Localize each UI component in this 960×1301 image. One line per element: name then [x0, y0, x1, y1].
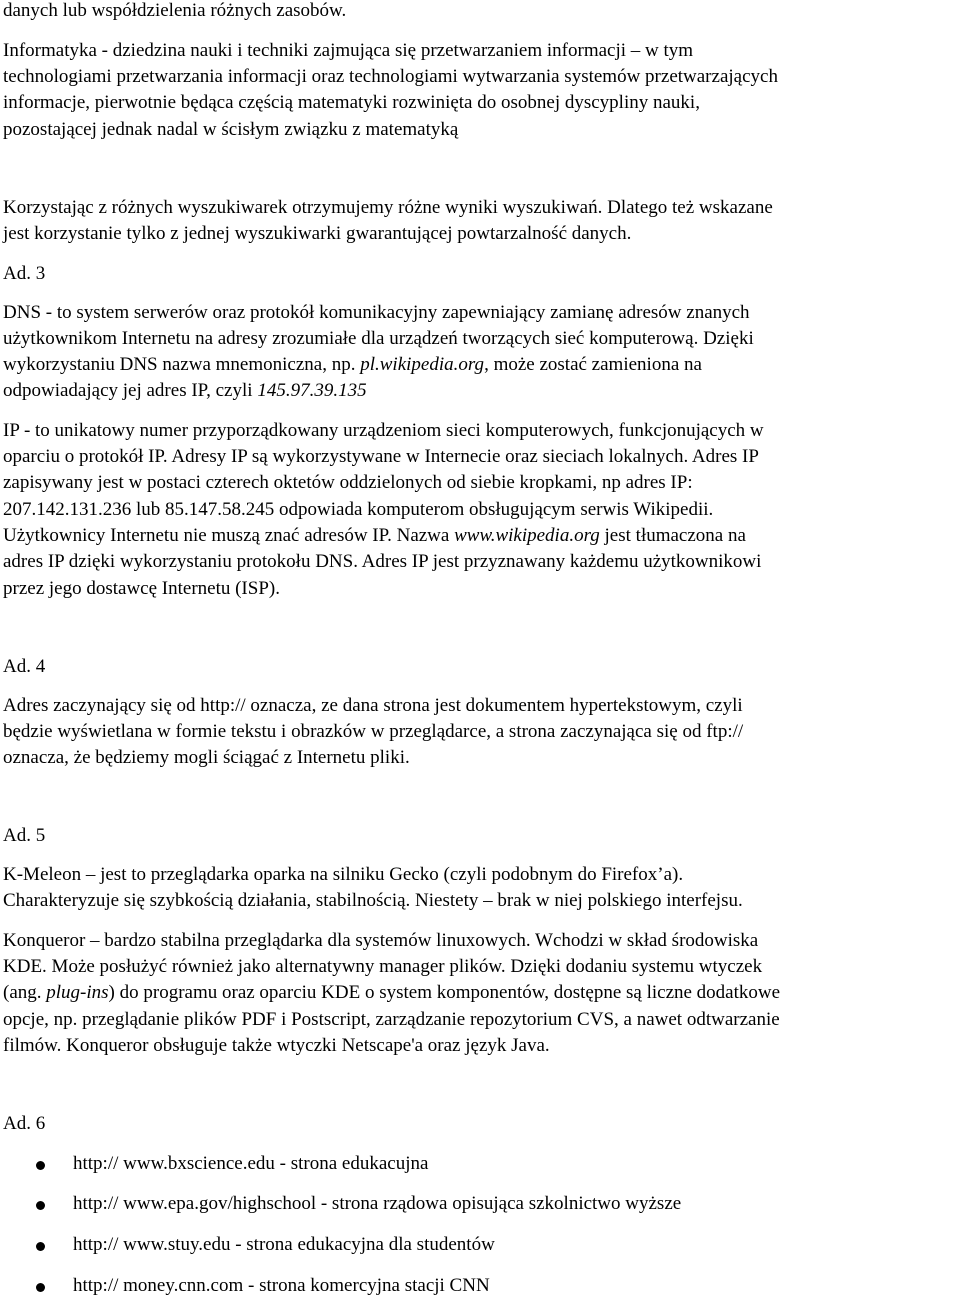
- paragraph-line: opcje, np. przeglądanie plików PDF i Postscript, zarządzanie repozytorium CVS, a nawet odtwarzanie: [3, 1009, 780, 1030]
- bullet-icon: [36, 1242, 45, 1251]
- ad6-heading: Ad. 6: [3, 1113, 46, 1134]
- paragraph-line: będzie wyświetlana w formie tekstu i obrazków w przeglądarce, a strona zaczynająca się od ftp://: [3, 721, 744, 742]
- paragraph-line: 207.142.131.236 lub 85.147.58.245 odpowiada komputerom obsługującym serwis Wikipedii.: [3, 499, 714, 520]
- paragraph-line: filmów. Konqueror obsługuje także wtyczki Netscape'a oraz język Java.: [3, 1035, 550, 1056]
- ad3-heading: Ad. 3: [3, 263, 46, 284]
- example-domain: pl.wikipedia.org: [360, 354, 485, 375]
- intro-tail-text: danych lub współdzielenia różnych zasobów.: [3, 0, 347, 21]
- list-item-text: http:// money.cnn.com - strona komercyjna stacji CNN: [73, 1275, 490, 1296]
- list-item-text: http:// www.stuy.edu - strona edukacyjna dla studentów: [73, 1234, 495, 1255]
- paragraph-line: Charakteryzuje się szybkością działania, stabilnością. Niestety – brak w niej polskiego interfejsu.: [3, 890, 743, 911]
- paragraph-line: Korzystając z różnych wyszukiwarek otrzymujemy różne wyniki wyszukiwań. Dlatego też wskazane: [3, 197, 773, 218]
- paragraph-line: jest korzystanie tylko z jednej wyszukiwarki gwarantującej powtarzalność danych.: [3, 223, 632, 244]
- paragraph-line: wykorzystaniu DNS nazwa mnemoniczna, np. pl.wikipedia.org, może zostać zamieniona na: [3, 354, 702, 375]
- paragraph-line: odpowiadający jej adres IP, czyli 145.97.39.135: [3, 380, 367, 401]
- paragraph-line: Konqueror – bardzo stabilna przeglądarka dla systemów linuxowych. Wchodzi w skład środowiska: [3, 930, 759, 951]
- paragraph-line: użytkownikom Internetu na adresy zrozumiałe dla urządzeń tworzących sieć komputerową. Dzięki: [3, 328, 754, 349]
- bullet-icon: [36, 1283, 45, 1292]
- paragraph-line: technologiami przetwarzania informacji oraz technologiami wytwarzania systemów przetwarzających: [3, 66, 778, 87]
- list-item-text: http:// www.epa.gov/highschool - strona rządowa opisująca szkolnictwo wyższe: [73, 1193, 682, 1214]
- paragraph-line: zapisywany jest w postaci czterech oktetów oddzielonych od siebie kropkami, np adres IP:: [3, 472, 693, 493]
- paragraph-line: pozostającej jednak nadal w ścisłym związku z matematyką: [3, 119, 459, 140]
- paragraph-line: Adres zaczynający się od http:// oznacza, ze dana strona jest dokumentem hypertekstowym, czyli: [3, 695, 743, 716]
- example-ip: 145.97.39.135: [257, 380, 367, 401]
- paragraph-line: oznacza, że będziemy mogli ściągać z Internetu pliki.: [3, 747, 410, 768]
- paragraph-line: KDE. Może posłużyć również jako alternatywny manager plików. Dzięki dodaniu systemu wtyczek: [3, 956, 763, 977]
- example-domain: www.wikipedia.org: [454, 525, 600, 546]
- paragraph-line: przez jego dostawcę Internetu (ISP).: [3, 578, 280, 599]
- paragraph-line: oparciu o protokół IP. Adresy IP są wykorzystywane w Internecie oraz sieciach lokalnych. Adres IP: [3, 446, 759, 467]
- term-plug-ins: plug-ins: [46, 982, 109, 1003]
- paragraph-line: (ang. plug-ins) do programu oraz oparciu KDE o system komponentów, dostępne są liczne dodatkowe: [3, 982, 781, 1003]
- ad4-heading: Ad. 4: [3, 656, 46, 677]
- list-item-text: http:// www.bxscience.edu - strona edukacujna: [73, 1153, 429, 1174]
- paragraph-line: informacje, pierwotnie będąca częścią matematyki rozwinięta do osobnej dyscypliny nauki,: [3, 92, 700, 113]
- ad5-heading: Ad. 5: [3, 825, 46, 846]
- paragraph-line: IP - to unikatowy numer przyporządkowany urządzeniom sieci komputerowych, funkcjonujących w: [3, 420, 764, 441]
- bullet-icon: [36, 1201, 45, 1210]
- bullet-icon: [36, 1161, 45, 1170]
- paragraph-line: adres IP dzięki wykorzystaniu protokołu DNS. Adres IP jest przyznawany każdemu użytkownikowi: [3, 551, 762, 572]
- paragraph-line: Użytkownicy Internetu nie muszą znać adresów IP. Nazwa www.wikipedia.org jest tłumaczona na: [3, 525, 746, 546]
- paragraph-line: K-Meleon – jest to przeglądarka oparka na silniku Gecko (czyli podobnym do Firefox’a).: [3, 864, 684, 885]
- paragraph-line: Informatyka - dziedzina nauki i techniki zajmująca się przetwarzaniem informacji – w tym: [3, 40, 694, 61]
- paragraph-line: DNS - to system serwerów oraz protokół komunikacyjny zapewniający zamianę adresów znanych: [3, 302, 750, 323]
